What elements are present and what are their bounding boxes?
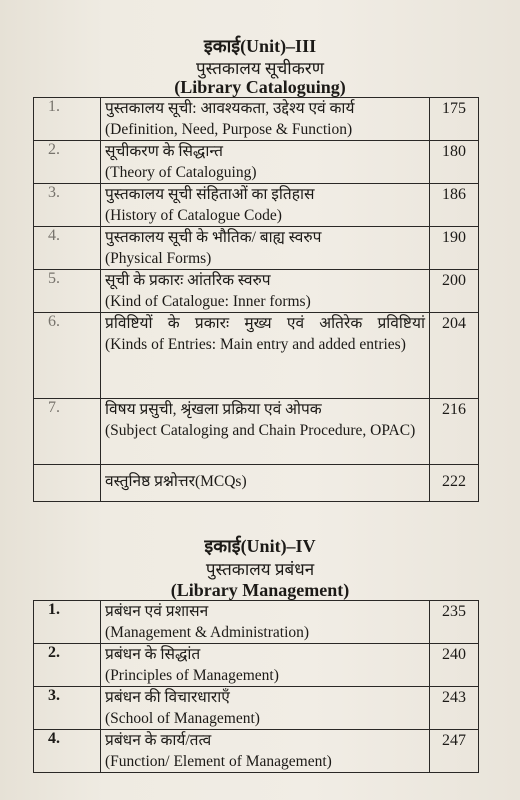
page-number: 190 xyxy=(430,227,479,270)
row-number: 6. xyxy=(34,313,101,399)
topic-hindi: सूची के प्रकारः आंतरिक स्वरुप xyxy=(105,272,271,289)
row-number: 3. xyxy=(34,184,101,227)
row-description xyxy=(101,465,430,502)
unit4-title-english: (Library Management) xyxy=(170,580,350,600)
topic-hindi: प्रविष्टियों के प्रकारः मुख्य एवं अतिरेक प्रविष्टियां xyxy=(105,315,425,332)
topic-english: (School of Management) xyxy=(105,710,260,727)
row-description xyxy=(101,141,430,184)
row-description xyxy=(101,270,430,313)
table-row xyxy=(34,399,479,465)
row-description xyxy=(101,730,430,773)
table-row xyxy=(34,313,479,399)
topic-english: (Theory of Cataloguing) xyxy=(105,164,257,181)
topic-hindi: प्रबंधन के सिद्धांत xyxy=(105,646,201,663)
topic-hindi: सूचीकरण के सिद्धान्त xyxy=(105,143,223,160)
table-row xyxy=(34,184,479,227)
row-number: 2. xyxy=(34,644,101,687)
row-number: 1. xyxy=(34,601,101,644)
topic-english: (Function/ Element of Management) xyxy=(105,753,332,770)
row-number: 7. xyxy=(34,399,101,465)
table-row xyxy=(34,227,479,270)
page-number: 247 xyxy=(430,730,479,773)
topic-hindi: प्रबंधन के कार्य/तत्व xyxy=(105,732,212,749)
topic-hindi: प्रबंधन की विचारधाराएँ xyxy=(105,689,230,706)
row-number: 1. xyxy=(34,98,101,141)
topic-hindi: पुस्तकालय सूची के भौतिक/ बाह्य स्वरुप xyxy=(105,229,322,246)
unit4-contents-table xyxy=(33,600,479,773)
table-row xyxy=(34,644,479,687)
row-description xyxy=(101,601,430,644)
row-description xyxy=(101,687,430,730)
topic-english: (Definition, Need, Purpose & Function) xyxy=(105,121,353,138)
row-number: 4. xyxy=(34,730,101,773)
unit3-title-english: (Library Cataloguing) xyxy=(174,77,346,97)
table-row xyxy=(34,98,479,141)
page-number: 175 xyxy=(430,98,479,141)
unit3-contents-table xyxy=(33,97,479,502)
unit4-title: इकाई(Unit)–IV xyxy=(204,536,316,556)
table-row xyxy=(34,730,479,773)
unit3-title: इकाई(Unit)–III xyxy=(203,36,317,56)
topic-hindi: प्रबंधन एवं प्रशासन xyxy=(105,603,209,620)
topic-hindi: वस्तुनिष्ठ प्रश्नोत्तर(MCQs) xyxy=(105,473,247,490)
topic-english: (Principles of Management) xyxy=(105,667,279,684)
topic-english: (Management & Administration) xyxy=(105,624,310,641)
table-row xyxy=(34,601,479,644)
table-row xyxy=(34,270,479,313)
topic-english: (Kind of Catalogue: Inner forms) xyxy=(105,293,311,310)
page-number: 216 xyxy=(430,399,479,465)
row-number: 5. xyxy=(34,270,101,313)
topic-hindi: पुस्तकालय सूची संहिताओं का इतिहास xyxy=(105,186,315,203)
page-number: 200 xyxy=(430,270,479,313)
page-number: 240 xyxy=(430,644,479,687)
row-description xyxy=(101,184,430,227)
row-description xyxy=(101,313,430,399)
table-row xyxy=(34,141,479,184)
row-description xyxy=(101,399,430,465)
row-number: 2. xyxy=(34,141,101,184)
topic-english: (Subject Cataloging and Chain Procedure, OPAC) xyxy=(105,422,416,439)
page-number: 243 xyxy=(430,687,479,730)
page-number: 186 xyxy=(430,184,479,227)
unit3-title-hindi: पुस्तकालय सूचीकरण xyxy=(195,59,325,78)
row-number xyxy=(34,465,101,502)
topic-english: (Kinds of Entries: Main entry and added entries) xyxy=(105,336,406,353)
unit4-title-hindi: पुस्तकालय प्रबंधन xyxy=(205,560,315,579)
page-number: 235 xyxy=(430,601,479,644)
row-number: 4. xyxy=(34,227,101,270)
row-number: 3. xyxy=(34,687,101,730)
row-description xyxy=(101,98,430,141)
row-description xyxy=(101,227,430,270)
topic-hindi: पुस्तकालय सूची: आवश्यकता, उद्देश्य एवं कार्य xyxy=(105,100,355,117)
page-number: 204 xyxy=(430,313,479,399)
table-row xyxy=(34,687,479,730)
topic-hindi: विषय प्रसुची, श्रृंखला प्रक्रिया एवं ओपक xyxy=(105,401,322,418)
page-number: 222 xyxy=(430,465,479,502)
page-number: 180 xyxy=(430,141,479,184)
table-row xyxy=(34,465,479,502)
topic-english: (History of Catalogue Code) xyxy=(105,207,282,224)
topic-english: (Physical Forms) xyxy=(105,250,212,267)
row-description xyxy=(101,644,430,687)
